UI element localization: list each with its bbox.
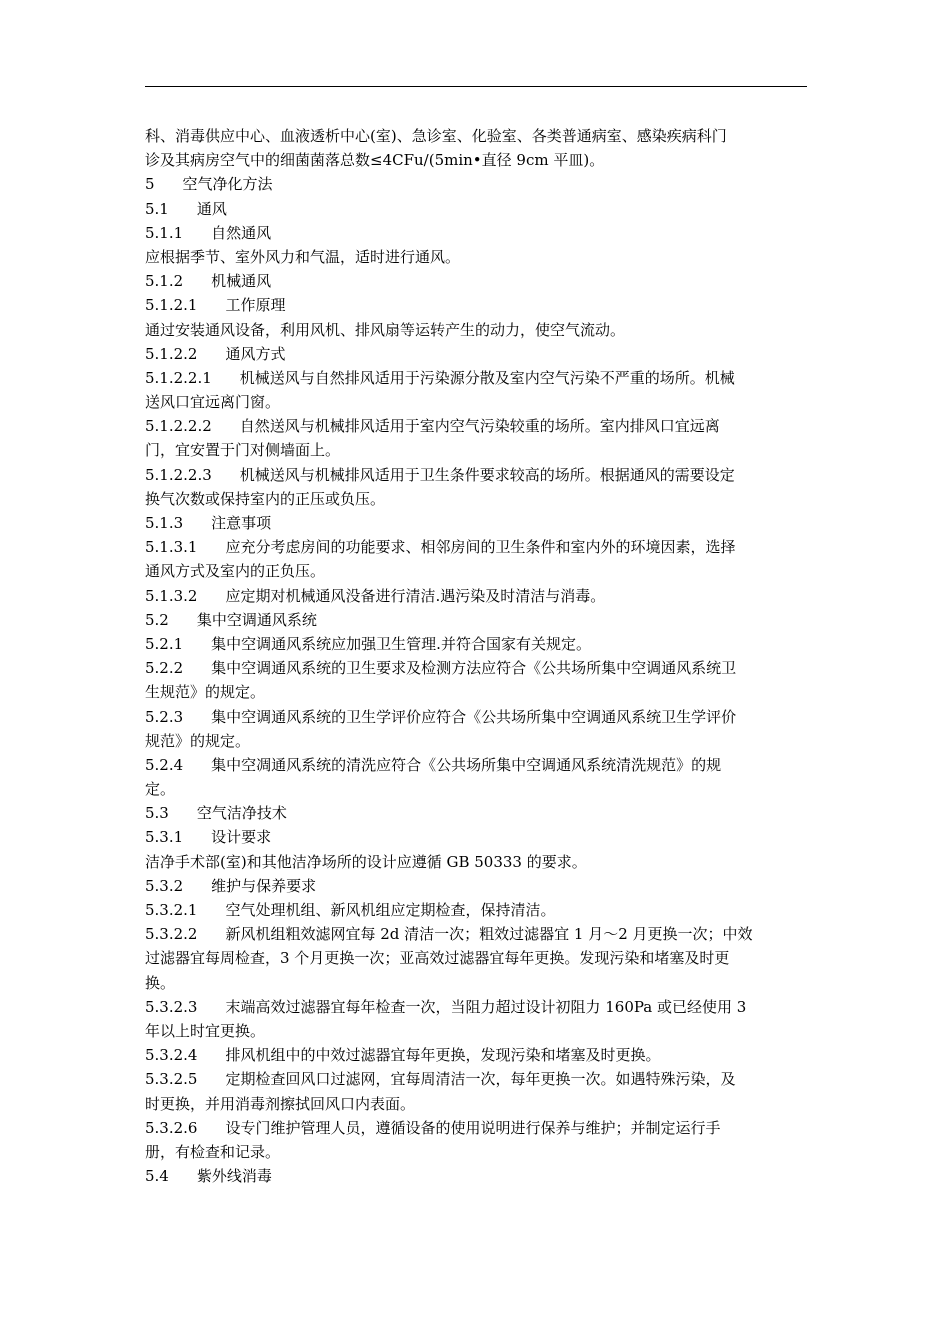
section-number: 5.1: [145, 199, 169, 218]
line-text: 维护与保养要求: [211, 876, 317, 895]
section-heading-line: [145, 995, 810, 1019]
section-heading-line: [145, 825, 810, 849]
header-rule: [145, 86, 807, 87]
body-text-line: [145, 1140, 810, 1164]
section-heading-line: [145, 898, 810, 922]
body-text-line: [145, 390, 810, 414]
section-number: 5.1.3: [145, 514, 184, 532]
section-heading-line: [145, 1043, 810, 1067]
line-text: 规范》的规定。: [145, 731, 251, 750]
line-text: 工作原理: [225, 296, 286, 315]
section-heading-line: [145, 1116, 810, 1140]
section-heading-line: [145, 535, 810, 559]
section-number: 5.1.3.1: [145, 538, 198, 557]
section-number: 5.3: [145, 804, 169, 823]
line-text: 门，宜安置于门对侧墙面上。: [145, 441, 341, 460]
line-text: 机械送风与自然排风适用于污染源分散及室内空气污染不严重的场所。机械: [239, 368, 735, 387]
body-text-line: [145, 438, 810, 462]
line-text: 紫外线消毒: [196, 1167, 272, 1186]
line-text: 集中空凋通风系统的清洗应符合《公共场所集中空调通风系统清洗规范》的规: [211, 755, 722, 774]
section-heading-line: [145, 753, 810, 777]
body-text-line: [145, 729, 810, 753]
line-text: 册，有检查和记录。: [145, 1142, 281, 1161]
section-number: 5.3.2.2: [145, 925, 198, 944]
section-heading-line: [145, 705, 810, 729]
line-text: 科、消毒供应中心、血液透析中心(室)、急诊室、化验室、各类普通病室、感染疾病科门: [145, 127, 727, 145]
body-text-line: [145, 680, 810, 704]
section-heading-line: [145, 1067, 810, 1091]
line-text: 自然送风与机械排风适用于室内空气污染较重的场所。室内排风口宜远离: [239, 417, 720, 436]
section-heading-line: [145, 463, 810, 487]
line-text: 应根据季节、室外风力和气温，适时进行通风。: [145, 247, 461, 266]
body-text-line: [145, 318, 810, 342]
body-text-line: [145, 487, 810, 511]
line-text: 应充分考虑房间的功能要求、相邻房间的卫生条件和室内外的环境因素，选择: [225, 538, 736, 557]
line-text: 机械通风: [211, 272, 272, 291]
section-number: 5.1.2: [145, 272, 184, 291]
line-text: 集中空调通风系统的卫生学评价应符合《公共场所集中空调通风系统卫生学评价: [211, 707, 737, 726]
section-number: 5.3.2.3: [145, 997, 198, 1016]
section-heading-line: [145, 293, 810, 317]
section-heading-line: [145, 632, 810, 656]
body-text-line: [145, 148, 810, 172]
section-heading-line: [145, 221, 810, 245]
line-text: 应定期对机械通风没备进行清洁.遇污染及时清洁与消毒。: [225, 586, 606, 605]
line-text: 生规范》的规定。: [145, 683, 266, 702]
section-heading-line: [145, 172, 810, 196]
section-heading-line: [145, 197, 810, 221]
line-text: 机械送风与机械排风适用于卫生条件要求较高的场所。根据通风的需要设定: [239, 465, 735, 484]
line-text: 空气洁净技术: [196, 804, 287, 823]
body-text-line: [145, 777, 810, 801]
body-text-line: [145, 1019, 810, 1043]
line-text: 年以上时宜更换。: [145, 1021, 266, 1040]
line-text: 洁净手术部(室)和其他洁净场所的设计应遵循 GB 50333 的要求。: [145, 852, 587, 871]
line-text: 集中空调通风系统应加强卫生管理.并符合国家有关规定。: [211, 634, 591, 653]
section-heading-line: [145, 366, 810, 390]
document-body: [145, 124, 810, 1188]
section-heading-line: [145, 656, 810, 680]
line-text: 设计要求: [211, 828, 272, 847]
section-number: 5.1.2.2.1: [145, 368, 212, 387]
section-heading-line: [145, 1164, 810, 1188]
section-number: 5.2.2: [145, 659, 184, 678]
section-heading-line: [145, 414, 810, 438]
line-text: 时更换，并用消毒剂擦拭回风口内表面。: [145, 1094, 416, 1113]
line-text: 排风机组中的中效过滤器宜每年更换，发现污染和堵塞及时更换。: [225, 1046, 661, 1065]
body-text-line: [145, 1092, 810, 1116]
section-number: 5.2.3: [145, 707, 184, 726]
body-text-line: [145, 245, 810, 269]
line-text: 送风口宜远离门窗。: [145, 393, 281, 412]
section-number: 5.3.2.5: [145, 1070, 198, 1089]
section-heading-line: [145, 608, 810, 632]
section-heading-line: [145, 801, 810, 825]
section-number: 5.1.2.2.3: [145, 465, 212, 484]
body-text-line: [145, 946, 810, 970]
section-number: 5.2.4: [145, 755, 184, 774]
line-text: 换。: [145, 973, 176, 992]
section-number: 5.4: [145, 1167, 169, 1186]
line-text: 新风机组粗效滤网宜每 2d 清洁一次；粗效过滤器宜 1 月～2 月更换一次；中效: [225, 925, 753, 944]
line-text: 通过安装通风设备，利用风机、排风扇等运转产生的动力，使空气流动。: [145, 320, 626, 339]
line-text: 空气净化方法: [182, 175, 273, 194]
section-heading-line: [145, 584, 810, 608]
section-number: 5.1.2.2: [145, 344, 198, 363]
section-heading-line: [145, 269, 810, 293]
section-heading-line: [145, 342, 810, 366]
section-number: 5.3.2.1: [145, 901, 198, 919]
line-text: 空气处理机组、新风机组应定期检查，保持清洁。: [225, 901, 556, 919]
line-text: 设专门维护管理人员，遵循设备的使用说明进行保养与维护；并制定运行手: [225, 1118, 721, 1137]
section-number: 5.3.2.6: [145, 1118, 198, 1137]
line-text: 诊及其病房空气中的细菌菌落总数≤4CFu/(5min•直径 9cm 平皿)。: [145, 151, 605, 170]
line-text: 定期检查回风口过滤网，宜每周清洁一次，每年更换一次。如遇特殊污染，及: [225, 1070, 736, 1089]
line-text: 自然通风: [211, 223, 272, 242]
section-number: 5.2.1: [145, 634, 184, 653]
line-text: 过滤器宜每周检查，3 个月更换一次；亚高效过滤器宜每年更换。发现污染和堵塞及时更: [145, 949, 730, 968]
section-heading-line: [145, 874, 810, 898]
section-number: 5.2: [145, 610, 169, 629]
line-text: 集中空调通风系统: [196, 610, 317, 629]
section-number: 5.1.1: [145, 223, 184, 242]
line-text: 通风方式: [225, 344, 286, 363]
section-number: 5.1.2.2.2: [145, 417, 212, 436]
section-heading-line: [145, 511, 810, 535]
section-number: 5: [145, 175, 155, 194]
line-text: 注意事项: [211, 514, 272, 532]
section-number: 5.3.2: [145, 876, 184, 895]
section-number: 5.3.2.4: [145, 1046, 198, 1065]
body-text-line: [145, 971, 810, 995]
line-text: 定。: [145, 780, 176, 799]
body-text-line: [145, 124, 810, 148]
line-text: 集中空调通风系统的卫生要求及检测方法应符合《公共场所集中空调通风系统卫: [211, 659, 737, 678]
body-text-line: [145, 850, 810, 874]
section-number: 5.1.3.2: [145, 586, 198, 605]
line-text: 通风: [196, 199, 227, 218]
section-number: 5.3.1: [145, 828, 184, 847]
line-text: 末端高效过滤器宜每年检查一次，当阻力超过设计初阻力 160Pa 或已经使用 3: [225, 997, 747, 1016]
line-text: 通风方式及室内的正负压。: [145, 562, 326, 581]
section-heading-line: [145, 922, 810, 946]
body-text-line: [145, 559, 810, 583]
line-text: 换气次数或保持室内的正压或负压。: [145, 489, 386, 508]
section-number: 5.1.2.1: [145, 296, 198, 315]
